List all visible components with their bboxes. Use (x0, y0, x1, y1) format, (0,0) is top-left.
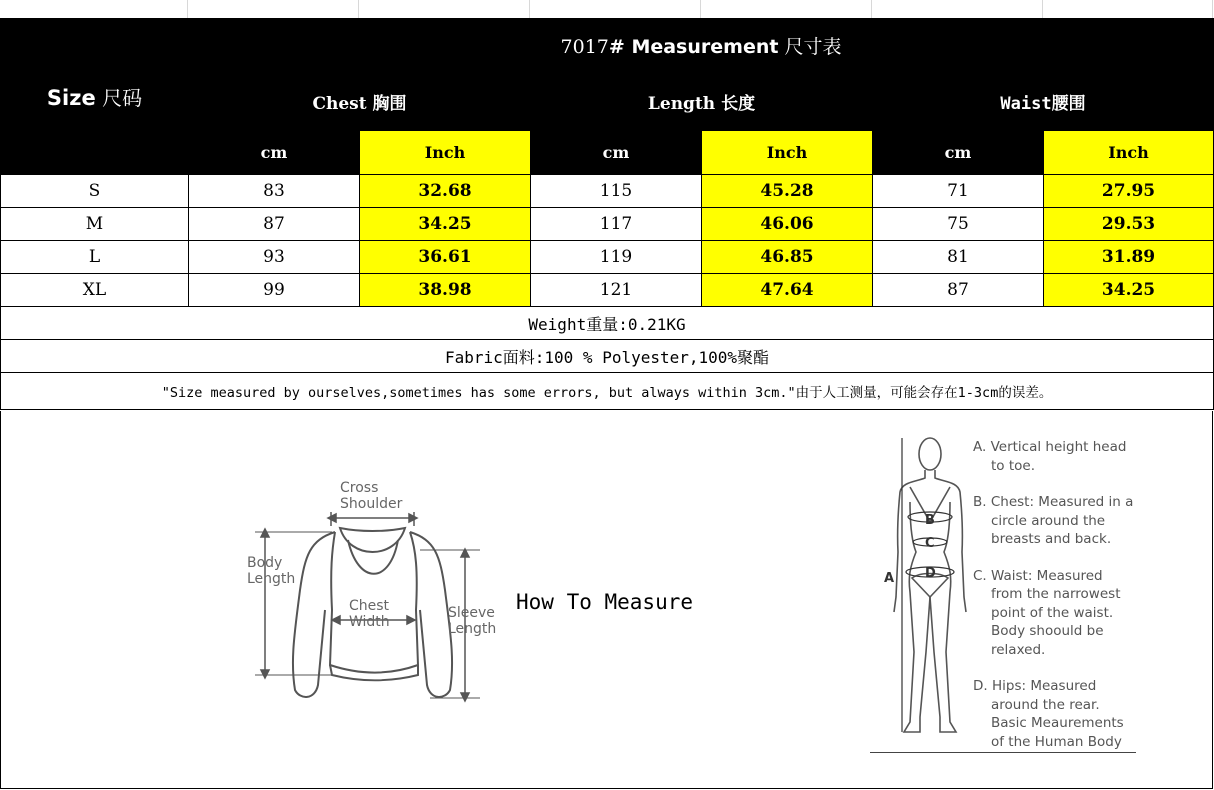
waist-inch: 31.89 (1044, 241, 1214, 274)
length-cm: 119 (531, 241, 702, 274)
waist-cm: 81 (873, 241, 1044, 274)
waist-cm: 87 (873, 274, 1044, 307)
weight-note: Weight重量:0.21KG (1, 307, 1214, 340)
length-inch: 46.06 (702, 208, 873, 241)
legend-item: A. Vertical height head to toe. (973, 439, 1127, 474)
table-row (1, 175, 1214, 208)
cross-shoulder-label: Cross Shoulder (340, 480, 403, 512)
size-header-cn: 尺码 (95, 86, 143, 110)
disclaimer-note: "Size measured by ourselves,sometimes has some errors, but always within 3cm."由于人工测量，可能会存在1-3cm的误差。 (1, 373, 1214, 410)
top-grid-strip (0, 0, 1214, 18)
size-header-cell (1, 19, 189, 175)
legend-item: B. Chest: Measured in a circle around the breasts and back. (973, 494, 1134, 547)
size-cell: M (1, 208, 189, 241)
size-header: Size (46, 86, 96, 110)
title-measurement: # Measurement (608, 35, 779, 58)
legend-item: D. Hips: Measured around the rear. Basic Meaurements of the Human Body (973, 678, 1124, 750)
length-cm: 115 (531, 175, 702, 208)
unit-cm: cm (873, 131, 1044, 175)
body-length-label: Body Length (247, 555, 296, 587)
how-to-measure-label: How To Measure (516, 590, 694, 614)
table-row (1, 274, 1214, 307)
group-chest: Chest 胸围 (189, 72, 531, 131)
mark-b: B (925, 513, 935, 528)
fabric-note: Fabric面料:100 % Polyester,100%聚酯 (1, 340, 1214, 373)
body-measurement-legend (973, 438, 1173, 769)
length-cm: 121 (531, 274, 702, 307)
length-inch: 47.64 (702, 274, 873, 307)
waist-cm: 71 (873, 175, 1044, 208)
chest-width-label: Chest Width (349, 598, 390, 630)
unit-inch: Inch (1044, 131, 1214, 175)
legend-item: C. Waist: Measured from the narrowest point of the waist. Body shoould be relaxed. (973, 567, 1121, 658)
table-row (1, 208, 1214, 241)
size-cell: S (1, 175, 189, 208)
chest-inch: 36.61 (360, 241, 531, 274)
size-chart-table (0, 18, 1214, 410)
chest-cm: 87 (189, 208, 360, 241)
mark-d: D (925, 566, 936, 581)
waist-inch: 34.25 (1044, 274, 1214, 307)
size-cell: XL (1, 274, 189, 307)
unit-cm: cm (189, 131, 360, 175)
chest-inch: 38.98 (360, 274, 531, 307)
waist-inch: 27.95 (1044, 175, 1214, 208)
body-figure (880, 432, 970, 742)
unit-inch: Inch (360, 131, 531, 175)
waist-cm: 75 (873, 208, 1044, 241)
size-cell: L (1, 241, 189, 274)
mark-a: A (884, 571, 895, 586)
length-cm: 117 (531, 208, 702, 241)
title-prefix: 7017 (560, 35, 609, 58)
length-inch: 46.85 (702, 241, 873, 274)
chest-cm: 93 (189, 241, 360, 274)
chest-inch: 32.68 (360, 175, 531, 208)
sleeve-length-label: Sleeve Length (448, 605, 497, 637)
waist-inch: 29.53 (1044, 208, 1214, 241)
chest-cm: 83 (189, 175, 360, 208)
title-cn: 尺寸表 (778, 35, 842, 58)
chest-cm: 99 (189, 274, 360, 307)
group-length: Length 长度 (531, 72, 873, 131)
table-title (189, 19, 1214, 72)
length-inch: 45.28 (702, 175, 873, 208)
mark-c: C (925, 536, 935, 551)
table-row (1, 241, 1214, 274)
unit-cm: cm (531, 131, 702, 175)
group-waist: Waist腰围 (873, 72, 1214, 131)
unit-inch: Inch (702, 131, 873, 175)
chest-inch: 34.25 (360, 208, 531, 241)
